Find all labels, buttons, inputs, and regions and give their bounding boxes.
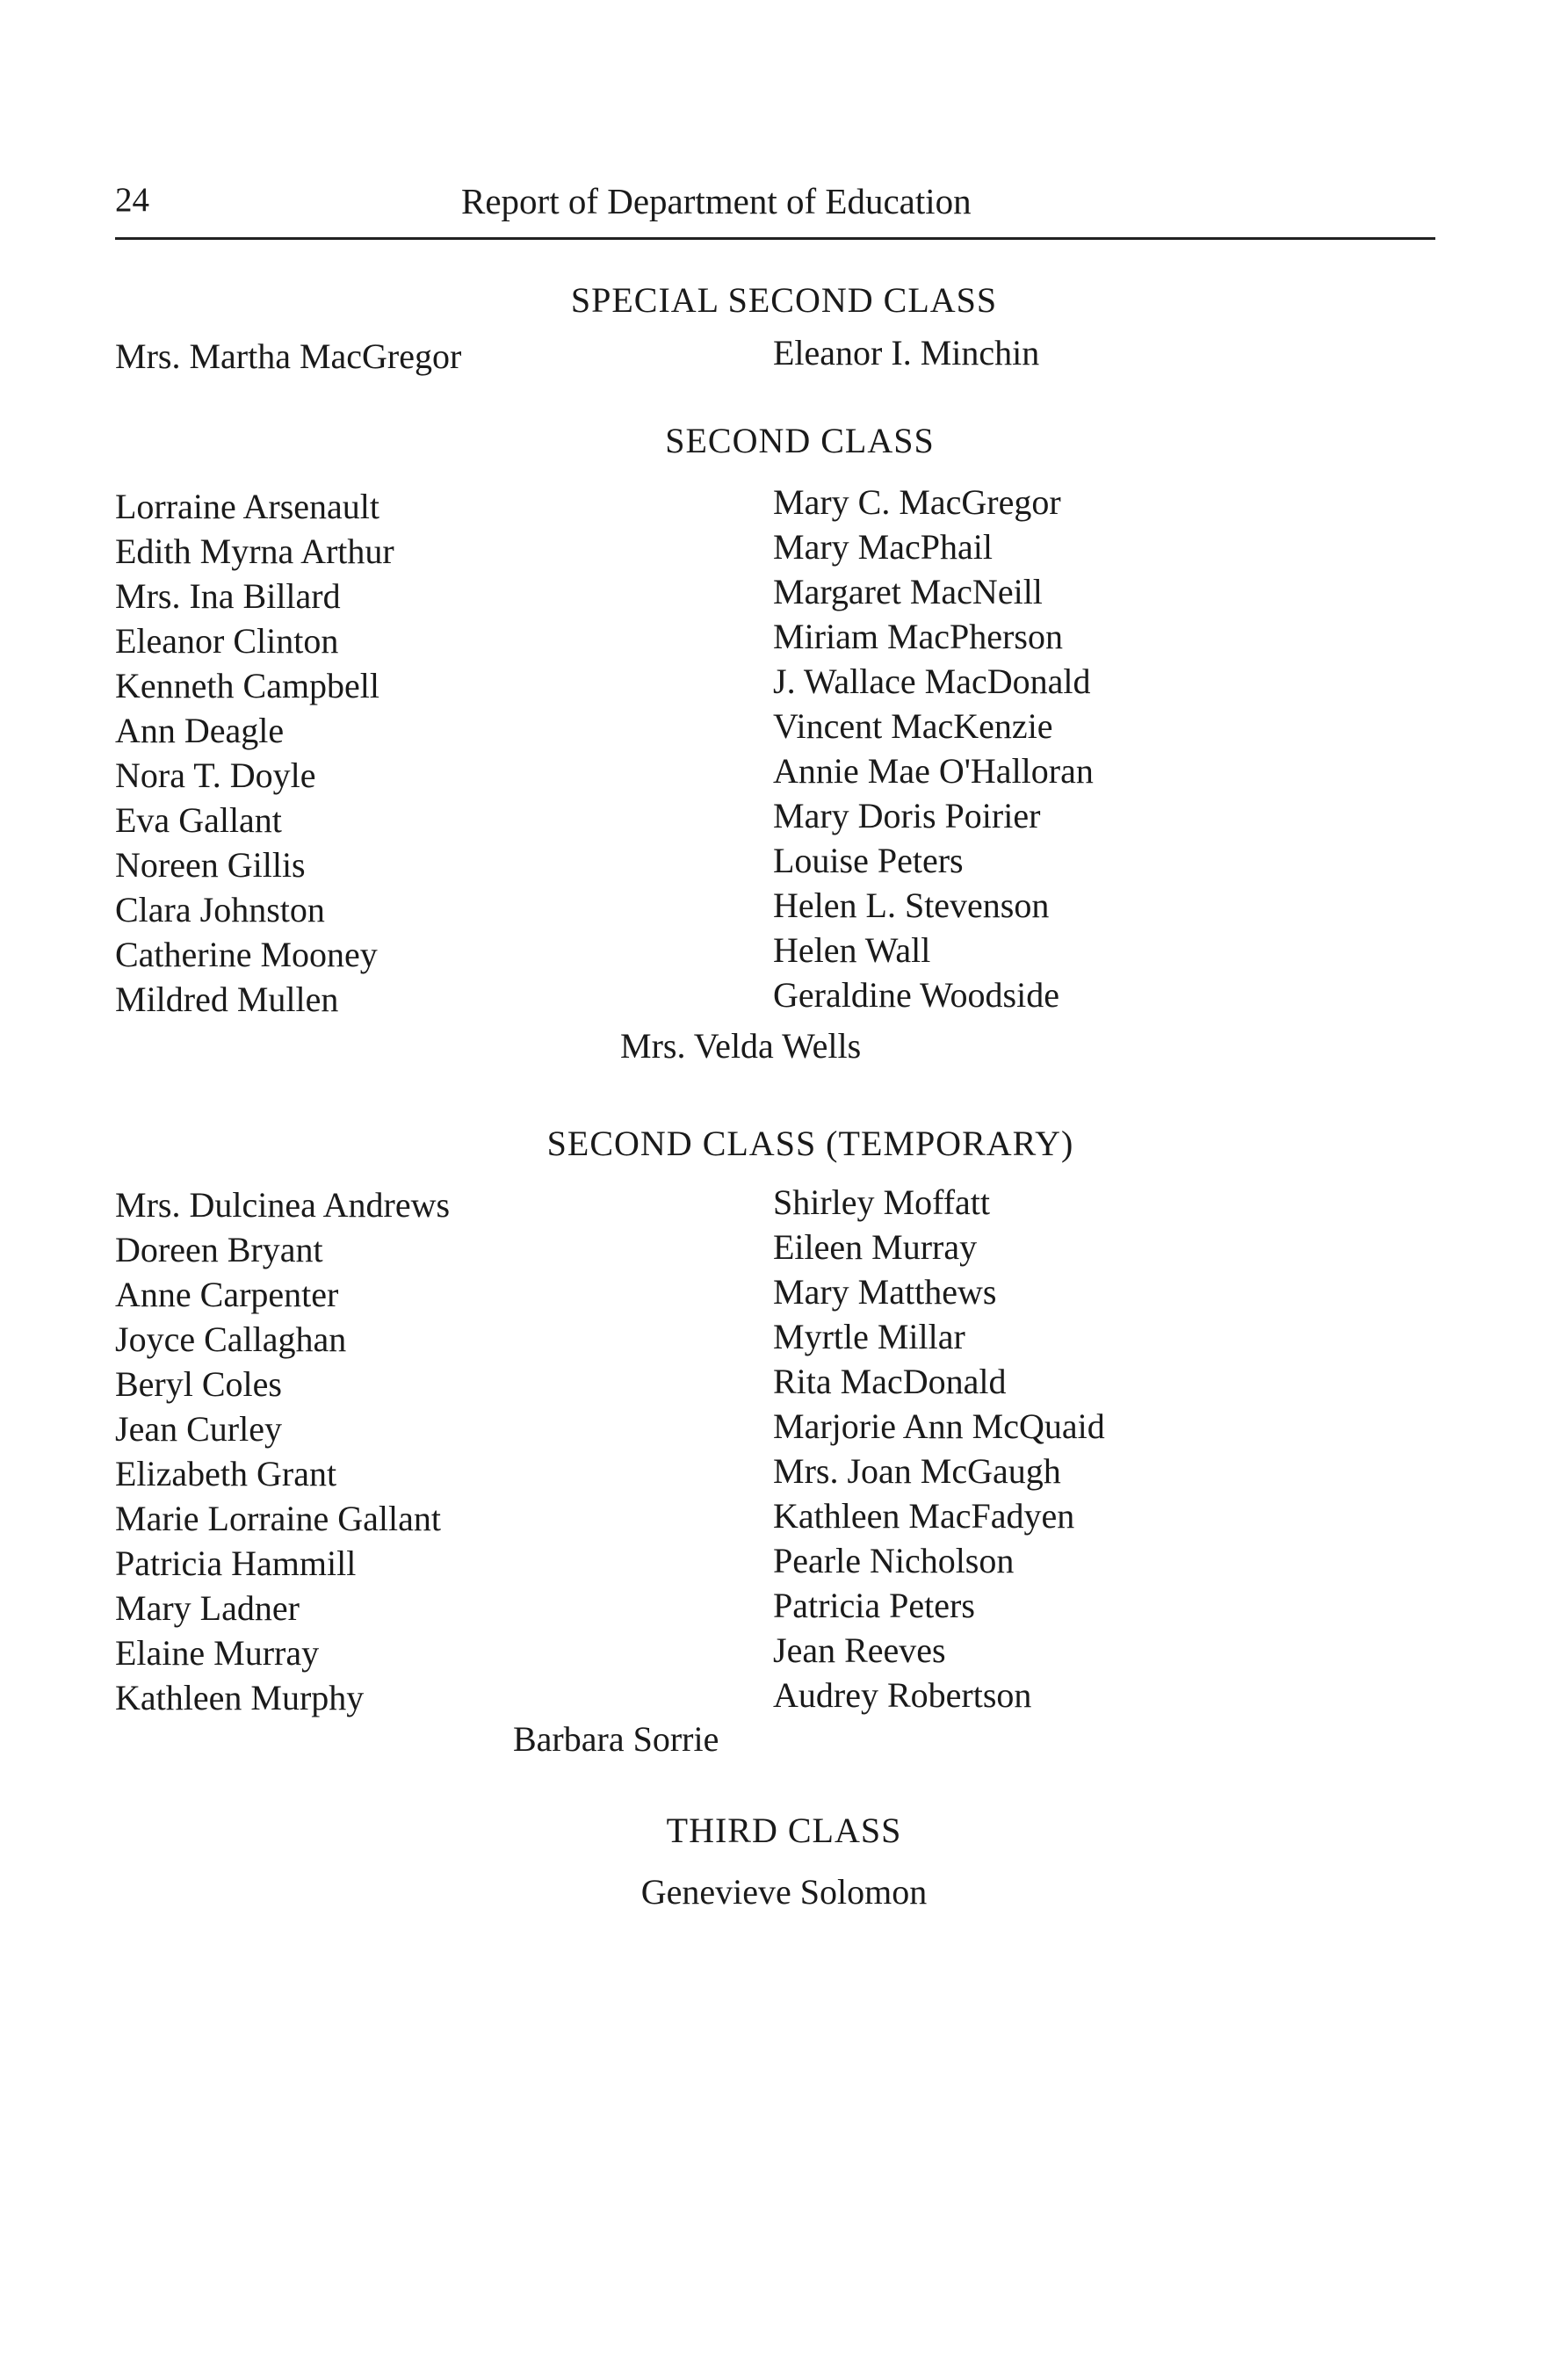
list-item: Mary MacPhail — [773, 527, 993, 567]
list-item: Pearle Nicholson — [773, 1541, 1015, 1580]
second-class-temporary-heading: SECOND CLASS (TEMPORARY) — [546, 1124, 1074, 1163]
list-item: Mary C. MacGregor — [773, 482, 1061, 522]
list-item: Geraldine Woodside — [773, 975, 1059, 1015]
list-item: Mrs. Joan McGaugh — [773, 1451, 1061, 1491]
list-item: J. Wallace MacDonald — [773, 661, 1091, 701]
list-item: Myrtle Millar — [773, 1317, 965, 1356]
list-item: Mildred Mullen — [115, 980, 339, 1019]
second-class-temporary-right-column — [773, 1180, 1105, 1717]
list-item: Mrs. Dulcinea Andrews — [115, 1185, 451, 1225]
list-item: Kenneth Campbell — [115, 666, 380, 705]
list-item: Mary Doris Poirier — [773, 796, 1041, 835]
special-second-class-left-name: Mrs. Martha MacGregor — [115, 336, 462, 376]
list-item: Mary Matthews — [773, 1272, 997, 1312]
list-item: Elaine Murray — [115, 1633, 320, 1673]
list-item: Mrs. Ina Billard — [115, 576, 341, 616]
list-item: Anne Carpenter — [115, 1275, 339, 1314]
list-item: Jean Curley — [115, 1409, 282, 1449]
list-item: Audrey Robertson — [773, 1675, 1032, 1715]
second-class-temporary-last-name: Barbara Sorrie — [513, 1719, 719, 1759]
list-item: Louise Peters — [773, 841, 964, 880]
list-item: Shirley Moffatt — [773, 1182, 991, 1222]
list-item: Jean Reeves — [773, 1630, 946, 1670]
list-item: Annie Mae O'Halloran — [773, 751, 1094, 791]
list-item: Marie Lorraine Gallant — [115, 1499, 441, 1538]
list-item: Clara Johnston — [115, 890, 325, 929]
second-class-right-column — [773, 480, 1094, 1017]
list-item: Miriam MacPherson — [773, 617, 1063, 656]
list-item: Beryl Coles — [115, 1364, 282, 1404]
page-number: 24 — [115, 181, 149, 219]
list-item: Eva Gallant — [115, 800, 282, 840]
running-head: Report of Department of Education — [461, 181, 972, 221]
list-item: Joyce Callaghan — [115, 1319, 347, 1359]
list-item: Kathleen Murphy — [115, 1678, 365, 1717]
list-item: Helen L. Stevenson — [773, 886, 1050, 925]
second-class-heading: SECOND CLASS — [665, 421, 935, 460]
list-item: Kathleen MacFadyen — [773, 1496, 1075, 1536]
list-item: Margaret MacNeill — [773, 572, 1043, 611]
second-class-temporary-left-column — [115, 1182, 450, 1720]
special-second-class-heading: SPECIAL SECOND CLASS — [570, 280, 998, 320]
list-item: Eileen Murray — [773, 1227, 978, 1267]
list-item: Ann Deagle — [115, 711, 285, 750]
list-item: Patricia Peters — [773, 1586, 975, 1625]
list-item: Vincent MacKenzie — [773, 706, 1053, 746]
list-item: Edith Myrna Arthur — [115, 531, 394, 571]
second-class-left-column — [115, 484, 394, 1022]
list-item: Helen Wall — [773, 930, 931, 970]
list-item: Doreen Bryant — [115, 1230, 323, 1269]
list-item: Lorraine Arsenault — [115, 487, 379, 526]
header-rule — [115, 237, 1435, 240]
list-item: Noreen Gillis — [115, 845, 306, 885]
list-item: Eleanor Clinton — [115, 621, 339, 661]
third-class-heading: THIRD CLASS — [666, 1811, 902, 1850]
list-item: Elizabeth Grant — [115, 1454, 337, 1493]
special-second-class-right-name: Eleanor I. Minchin — [773, 333, 1040, 372]
list-item: Rita MacDonald — [773, 1362, 1007, 1401]
list-item: Marjorie Ann McQuaid — [773, 1406, 1105, 1446]
third-class-name: Genevieve Solomon — [640, 1872, 928, 1912]
second-class-last-name: Mrs. Velda Wells — [620, 1026, 862, 1066]
list-item: Nora T. Doyle — [115, 755, 316, 795]
list-item: Catherine Mooney — [115, 935, 378, 974]
list-item: Mary Ladner — [115, 1588, 300, 1628]
list-item: Patricia Hammill — [115, 1543, 357, 1583]
